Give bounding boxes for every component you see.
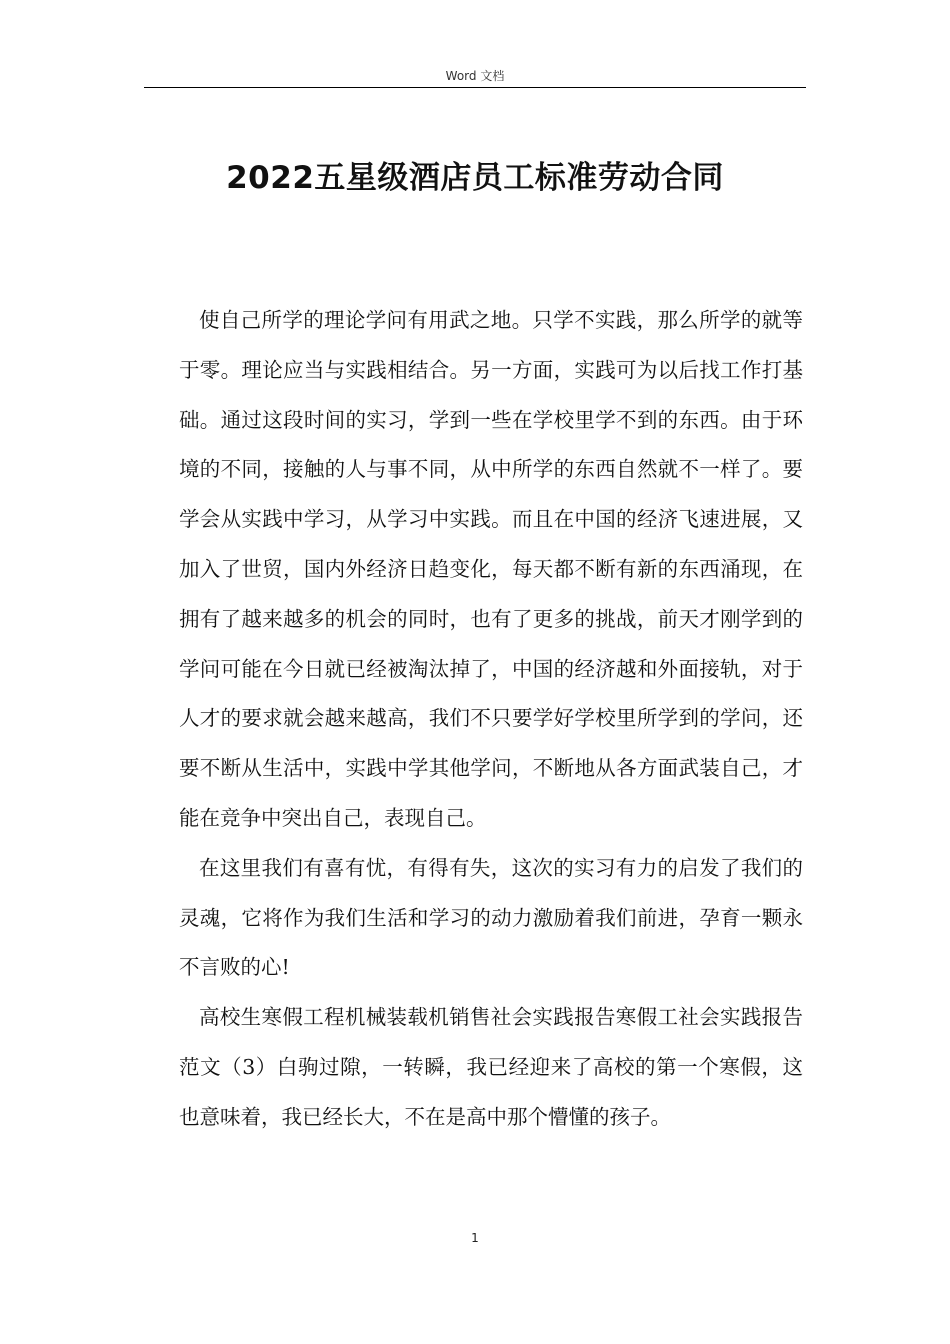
paragraph: 高校生寒假工程机械装载机销售社会实践报告寒假工社会实践报告范文（3）白驹过隙，一转瞬，我已经迎来了高校的第一个寒假，这也意味着，我已经长大，不在是高中那个懵懂的孩子。 xyxy=(179,1005,803,1129)
header-divider xyxy=(144,87,806,88)
document-body xyxy=(179,296,803,1143)
paragraph: 使自己所学的理论学问有用武之地。只学不实践，那么所学的就等于零。理论应当与实践相结合。另一方面，实践可为以后找工作打基础。通过这段时间的实习，学到一些在学校里学不到的东西。由于环境的不同，接触的人与事不同，从中所学的东西自然就不一样了。要学会从实践中学习，从学习中实践。而且在中国的经济飞速进展，又加入了世贸，国内外经济日趋变化，每天都不断有新的东西涌现，在拥有了越来越多的机会的同时，也有了更多的挑战，前天才刚学到的学问可能在今日就已经被淘汰掉了，中国的经济越和外面接轨，对于人才的要求就会越来越高，我们不只要学好学校里所学到的学问，还要不断从生活中，实践中学其他学问，不断地从各方面武装自己，才能在竞争中突出自己，表现自己。 xyxy=(179,308,803,830)
paragraph: 在这里我们有喜有忧，有得有失，这次的实习有力的启发了我们的灵魂，它将作为我们生活和学习的动力激励着我们前进，孕育一颗永不言败的心! xyxy=(179,855,803,980)
document-title: 2022五星级酒店员工标准劳动合同 xyxy=(226,160,724,196)
page-header: Word 文档 xyxy=(445,69,505,83)
page-number: 1 xyxy=(471,1231,479,1245)
